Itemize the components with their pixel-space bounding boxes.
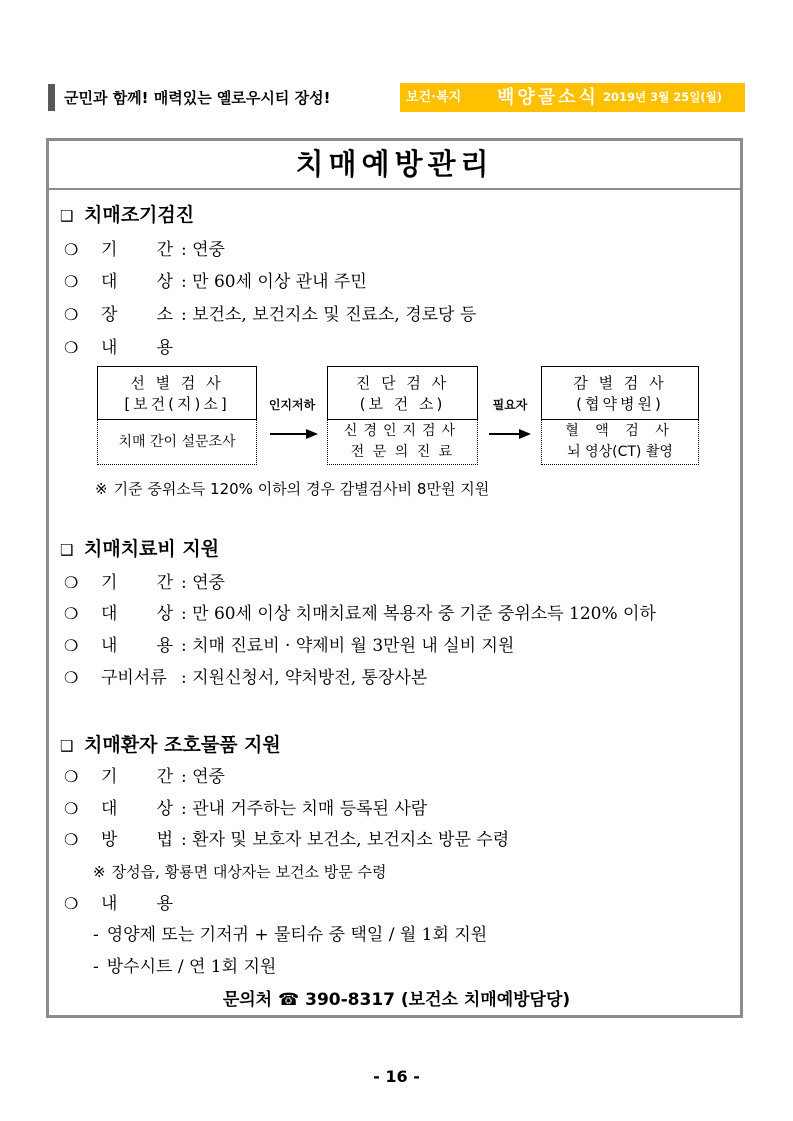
info-row	[64, 634, 514, 658]
header-banner	[400, 83, 745, 112]
row-label: 방 법	[101, 830, 173, 850]
row-label: 내 용	[101, 894, 173, 914]
info-row	[64, 797, 427, 821]
row-label: 내 용	[101, 338, 173, 358]
row-label: 대 상	[101, 799, 173, 819]
circle-bullet-icon: ❍	[64, 338, 79, 357]
info-row	[64, 602, 656, 626]
dash-bullet-icon: -	[93, 925, 99, 945]
flow-step-place: (협약병원)	[576, 395, 664, 413]
row-label: 구비서류	[101, 668, 167, 688]
circle-bullet-icon: ❍	[64, 272, 79, 291]
circle-bullet-icon: ❍	[64, 604, 79, 623]
header-newsletter-name: 백양골소식	[497, 87, 599, 108]
row-label: 기 간	[101, 767, 173, 787]
header-category: 보건·복지	[406, 90, 462, 105]
checkbox-bullet-icon: ❑	[60, 541, 74, 559]
header-accent-bar	[48, 84, 55, 111]
row-value: : 보건소, 보건지소 및 진료소, 경로당 등	[181, 305, 477, 325]
row-label: 대 상	[101, 604, 173, 624]
row-value: : 환자 및 보호자 보건소, 보건지소 방문 수령	[181, 830, 510, 850]
circle-bullet-icon: ❍	[64, 240, 79, 259]
row-value: : 지원신청서, 약처방전, 통장사본	[181, 668, 428, 688]
circle-bullet-icon: ❍	[64, 894, 79, 913]
info-row	[64, 828, 509, 852]
row-value: : 연중	[181, 240, 225, 260]
list-item	[93, 955, 276, 979]
info-row	[64, 892, 173, 916]
info-row	[64, 571, 225, 595]
info-row	[64, 666, 427, 690]
flow-step-detail: 치매 간이 설문조사	[118, 434, 236, 450]
contact-line	[0, 988, 793, 1012]
flow-step-title: 진 단 검 사	[355, 374, 450, 392]
circle-bullet-icon: ❍	[64, 305, 79, 324]
section-heading	[60, 203, 194, 228]
flow-step-differential	[541, 366, 699, 420]
header-slogan: 군민과 함께! 매력있는 옐로우시티 장성!	[64, 89, 331, 107]
arrow-right-icon	[489, 428, 531, 440]
flow-step-detail: 혈 액 검 사	[565, 423, 675, 439]
flow-step-detail: 전 문 의 진 료	[350, 444, 455, 460]
contact-phone-number: 390-8317	[305, 990, 395, 1010]
row-value: : 만 60세 이상 관내 주민	[181, 272, 367, 292]
circle-bullet-icon: ❍	[64, 636, 79, 655]
section-heading	[60, 733, 281, 758]
section-heading-text: 치매조기검진	[84, 204, 195, 226]
info-row	[64, 238, 225, 262]
section-note	[95, 478, 489, 500]
section-heading-text: 치매환자 조호물품 지원	[84, 734, 281, 756]
flow-step-place: (보 건 소)	[359, 395, 446, 413]
contact-label: 문의처	[222, 990, 273, 1010]
flow-step-diagnosis-details	[327, 420, 478, 465]
checkbox-bullet-icon: ❑	[60, 207, 74, 225]
circle-bullet-icon: ❍	[64, 799, 79, 818]
flow-step-screening	[97, 366, 257, 420]
row-label: 기 간	[101, 573, 173, 593]
circle-bullet-icon: ❍	[64, 573, 79, 592]
section-note-text: 기준 중위소득 120% 이하의 경우 감별검사비 8만원 지원	[113, 480, 490, 498]
circle-bullet-icon: ❍	[64, 668, 79, 687]
section-heading	[60, 537, 219, 562]
row-value: : 만 60세 이상 치매치료제 복용자 중 기준 중위소득 120% 이하	[181, 604, 656, 624]
row-label: 장 소	[101, 305, 173, 325]
flow-step-place: [보건(지)소]	[124, 395, 230, 413]
row-value: : 관내 거주하는 치매 등록된 사람	[181, 799, 428, 819]
reference-mark-icon: ※	[93, 863, 106, 881]
section-heading-text: 치매치료비 지원	[84, 538, 220, 560]
page-title: 치매예방관리	[49, 141, 740, 190]
info-row	[64, 303, 476, 327]
section-note	[93, 861, 387, 883]
circle-bullet-icon: ❍	[64, 767, 79, 786]
header-date: 2019년 3월 25일(월)	[603, 90, 722, 104]
arrow-right-icon	[270, 428, 318, 440]
row-value: : 치매 진료비 · 약제비 월 3만원 내 실비 지원	[181, 636, 515, 656]
list-item-text: 영양제 또는 기저귀 + 물티슈 중 택일 / 월 1회 지원	[106, 925, 488, 945]
row-value: : 연중	[181, 767, 225, 787]
circle-bullet-icon: ❍	[64, 830, 79, 849]
phone-icon: ☎	[278, 990, 300, 1010]
row-label: 기 간	[101, 240, 173, 260]
row-value: : 연중	[181, 573, 225, 593]
row-label: 내 용	[101, 636, 173, 656]
flow-step-diagnosis	[327, 366, 478, 420]
info-row	[64, 270, 367, 294]
dash-bullet-icon: -	[93, 957, 99, 977]
page-number: - 16 -	[373, 1067, 420, 1086]
info-row	[64, 336, 173, 360]
flow-step-detail: 신경인지검사	[343, 423, 462, 439]
row-label: 대 상	[101, 272, 173, 292]
flow-step-differential-details	[541, 420, 699, 465]
flow-step-title: 선 별 검 사	[130, 374, 224, 392]
contact-department: (보건소 치매예방담당)	[400, 990, 571, 1010]
flow-step-detail: 뇌 영상(CT) 촬영	[567, 444, 673, 460]
flow-step-screening-details	[97, 420, 257, 465]
info-row	[64, 765, 225, 789]
section-note-text: 장성읍, 황룡면 대상자는 보건소 방문 수령	[111, 863, 387, 881]
checkbox-bullet-icon: ❑	[60, 737, 74, 755]
list-item	[93, 923, 487, 947]
flow-transition-label: 필요자	[492, 398, 528, 412]
flow-step-title: 감 별 검 사	[573, 374, 667, 392]
list-item-text: 방수시트 / 연 1회 지원	[106, 957, 277, 977]
flow-transition-label: 인지저하	[268, 398, 316, 412]
reference-mark-icon: ※	[95, 480, 108, 498]
